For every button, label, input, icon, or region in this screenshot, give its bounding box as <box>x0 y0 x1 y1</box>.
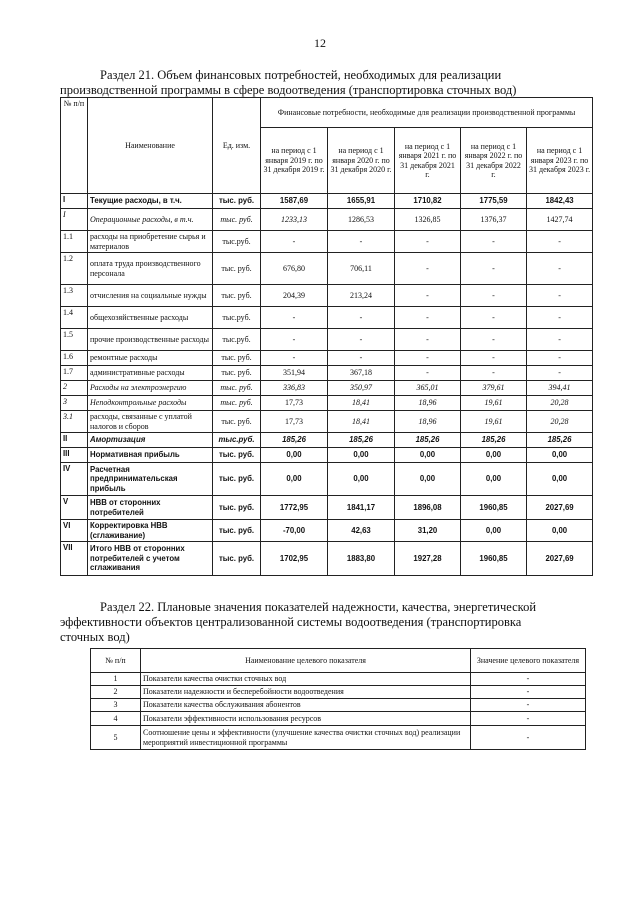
row-value: - <box>527 329 593 351</box>
table-row <box>91 673 586 686</box>
row-name: Расходы на электроэнергию <box>88 381 213 396</box>
row-value: - <box>471 673 586 686</box>
row-value: 1326,85 <box>395 209 461 231</box>
row-name: отчисления на социальные нужды <box>88 285 213 307</box>
table-row <box>61 351 593 366</box>
row-value: 0,00 <box>328 463 395 496</box>
row-value: - <box>527 351 593 366</box>
row-value: 185,26 <box>461 433 527 448</box>
row-value: 1896,08 <box>395 496 461 520</box>
row-num: V <box>61 496 88 520</box>
row-value: 19,61 <box>461 396 527 411</box>
row-num: 1.6 <box>61 351 88 366</box>
row-num: 3 <box>61 396 88 411</box>
row-name: Корректировка НВВ (сглаживание) <box>88 520 213 542</box>
row-value: 1710,82 <box>395 194 461 209</box>
row-unit: тыс. руб. <box>213 496 261 520</box>
row-unit: тыс. руб. <box>213 351 261 366</box>
section-22-title-line3: сточных вод) <box>60 630 130 644</box>
row-value: - <box>461 351 527 366</box>
row-value: 336,83 <box>261 381 328 396</box>
row-name: Итого НВВ от сторонних потребителей с учетом сглаживания <box>88 542 213 576</box>
header-financial-needs: Финансовые потребности, необходимые для реализации производственной программы <box>261 98 593 128</box>
row-value: 42,63 <box>328 520 395 542</box>
row-unit: тыс. руб. <box>213 396 261 411</box>
row-unit: тыс. руб. <box>213 411 261 433</box>
row-value: 365,01 <box>395 381 461 396</box>
row-value: 0,00 <box>328 448 395 463</box>
row-name: Текущие расходы, в т.ч. <box>88 194 213 209</box>
row-value: 706,11 <box>328 253 395 285</box>
row-unit: тыс. руб. <box>213 463 261 496</box>
row-name: Операционные расходы, в т.ч. <box>88 209 213 231</box>
table-row <box>61 381 593 396</box>
row-value: 1587,69 <box>261 194 328 209</box>
row-num: II <box>61 433 88 448</box>
row-num: 1.4 <box>61 307 88 329</box>
row-value: 676,80 <box>261 253 328 285</box>
row-value: - <box>471 699 586 712</box>
row-value: 1960,85 <box>461 496 527 520</box>
row-num: III <box>61 448 88 463</box>
row-name: Показатели эффективности использования ресурсов <box>141 712 471 726</box>
table-row <box>61 433 593 448</box>
row-value: - <box>395 231 461 253</box>
row-value: 1883,80 <box>328 542 395 576</box>
row-unit: тыс. руб. <box>213 209 261 231</box>
row-num: 1.7 <box>61 366 88 381</box>
section-22-title-line2: эффективности объектов централизованной системы водоотведения (транспортировка <box>60 615 522 629</box>
row-value: - <box>395 329 461 351</box>
row-value: - <box>527 366 593 381</box>
header-period: на период с 1 января 2020 г. по 31 декабря 2020 г. <box>328 128 395 194</box>
row-name: Нормативная прибыль <box>88 448 213 463</box>
row-value: - <box>471 726 586 750</box>
table-row <box>61 542 593 576</box>
row-value: - <box>461 231 527 253</box>
row-name: Показатели качества очистки сточных вод <box>141 673 471 686</box>
row-unit: тыс. руб. <box>213 285 261 307</box>
row-value: - <box>261 231 328 253</box>
row-value: 2027,69 <box>527 542 593 576</box>
row-value: 0,00 <box>261 463 328 496</box>
row-num: 3.1 <box>61 411 88 433</box>
row-value: 1702,95 <box>261 542 328 576</box>
row-num: I <box>61 209 88 231</box>
row-value: 19,61 <box>461 411 527 433</box>
page-number: 12 <box>314 36 326 50</box>
row-value: 0,00 <box>395 463 461 496</box>
header-indicator-name: Наименование целевого показателя <box>141 649 471 673</box>
row-value: 1376,37 <box>461 209 527 231</box>
row-unit: тыс.руб. <box>213 231 261 253</box>
row-num: 4 <box>91 712 141 726</box>
row-name: Амортизация <box>88 433 213 448</box>
header-unit: Ед. изм. <box>213 98 261 194</box>
section-22-title <box>60 600 594 645</box>
row-value: - <box>461 366 527 381</box>
table-row <box>61 496 593 520</box>
row-value: 0,00 <box>395 448 461 463</box>
row-name: общехозяйственные расходы <box>88 307 213 329</box>
row-num: 5 <box>91 726 141 750</box>
row-value: 367,18 <box>328 366 395 381</box>
row-unit: тыс. руб. <box>213 194 261 209</box>
row-name: расходы на приобретение сырья и материалов <box>88 231 213 253</box>
row-num: VII <box>61 542 88 576</box>
row-num: 1.1 <box>61 231 88 253</box>
row-num: I <box>61 194 88 209</box>
row-value: - <box>395 351 461 366</box>
row-num: VI <box>61 520 88 542</box>
table-row <box>61 285 593 307</box>
header-num: № п/п <box>61 98 88 194</box>
row-value: 1842,43 <box>527 194 593 209</box>
row-unit: тыс.руб. <box>213 329 261 351</box>
row-value: 185,26 <box>261 433 328 448</box>
section-21-title-line1: Раздел 21. Объем финансовых потребностей, необходимых для реализации <box>100 68 502 82</box>
row-value: 0,00 <box>261 448 328 463</box>
row-value: - <box>527 231 593 253</box>
header-name: Наименование <box>88 98 213 194</box>
table-row <box>61 307 593 329</box>
row-value: - <box>395 285 461 307</box>
row-value: - <box>527 285 593 307</box>
header-period: на период с 1 января 2021 г. по 31 декабря 2021 г. <box>395 128 461 194</box>
table-row <box>91 726 586 750</box>
row-value: - <box>328 231 395 253</box>
table-row <box>61 209 593 231</box>
row-num: 1.3 <box>61 285 88 307</box>
table-row <box>61 463 593 496</box>
row-num: IV <box>61 463 88 496</box>
row-value: 1655,91 <box>328 194 395 209</box>
row-name: Расчетная предпринимательская прибыль <box>88 463 213 496</box>
table-row <box>61 194 593 209</box>
row-value: 213,24 <box>328 285 395 307</box>
row-value: - <box>461 285 527 307</box>
row-unit: тыс.руб. <box>213 307 261 329</box>
table-row <box>61 396 593 411</box>
row-name: прочие производственные расходы <box>88 329 213 351</box>
row-value: - <box>395 307 461 329</box>
row-value: - <box>527 253 593 285</box>
row-unit: тыс.руб. <box>213 433 261 448</box>
row-value: - <box>261 329 328 351</box>
row-num: 1 <box>91 673 141 686</box>
row-value: - <box>471 712 586 726</box>
table-row <box>91 686 586 699</box>
row-value: 18,41 <box>328 411 395 433</box>
table-row <box>61 329 593 351</box>
row-name: ремонтные расходы <box>88 351 213 366</box>
row-value: 350,97 <box>328 381 395 396</box>
row-value: -70,00 <box>261 520 328 542</box>
row-value: 0,00 <box>461 463 527 496</box>
row-name: административные расходы <box>88 366 213 381</box>
row-value: - <box>471 686 586 699</box>
row-num: 1.5 <box>61 329 88 351</box>
row-value: 18,96 <box>395 411 461 433</box>
row-value: 17,73 <box>261 396 328 411</box>
section-22-title-line1: Раздел 22. Плановые значения показателей надежности, качества, энергетической <box>100 600 537 614</box>
row-value: 2027,69 <box>527 496 593 520</box>
row-value: - <box>461 329 527 351</box>
row-value: - <box>261 351 328 366</box>
table-row <box>61 411 593 433</box>
row-value: 1286,53 <box>328 209 395 231</box>
row-num: 2 <box>61 381 88 396</box>
row-value: 185,26 <box>395 433 461 448</box>
header-indicator-value: Значение целевого показателя <box>471 649 586 673</box>
target-indicators-table <box>90 648 586 750</box>
row-value: 1841,17 <box>328 496 395 520</box>
row-name: оплата труда производственного персонала <box>88 253 213 285</box>
row-value: 18,96 <box>395 396 461 411</box>
row-name: Показатели надежности и бесперебойности водоотведения <box>141 686 471 699</box>
row-value: 394,41 <box>527 381 593 396</box>
row-unit: тыс. руб. <box>213 542 261 576</box>
header-period: на период с 1 января 2023 г. по 31 декабря 2023 г. <box>527 128 593 194</box>
row-name: Неподконтрольные расходы <box>88 396 213 411</box>
row-value: - <box>395 366 461 381</box>
row-value: 20,28 <box>527 411 593 433</box>
row-num: 1.2 <box>61 253 88 285</box>
row-value: 204,39 <box>261 285 328 307</box>
row-value: 1772,95 <box>261 496 328 520</box>
row-num: 2 <box>91 686 141 699</box>
financial-needs-table <box>60 97 593 576</box>
row-unit: тыс. руб. <box>213 366 261 381</box>
table-row <box>61 366 593 381</box>
table-row <box>91 712 586 726</box>
row-value: - <box>328 307 395 329</box>
row-name: Показатели качества обслуживания абонентов <box>141 699 471 712</box>
row-value: - <box>328 351 395 366</box>
row-num: 3 <box>91 699 141 712</box>
row-value: 0,00 <box>527 520 593 542</box>
row-name: расходы, связанные с уплатой налогов и сборов <box>88 411 213 433</box>
row-unit: тыс. руб. <box>213 520 261 542</box>
row-value: 0,00 <box>461 448 527 463</box>
row-value: - <box>261 307 328 329</box>
row-unit: тыс. руб. <box>213 253 261 285</box>
row-value: 18,41 <box>328 396 395 411</box>
table-row <box>61 231 593 253</box>
row-value: 1927,28 <box>395 542 461 576</box>
row-unit: тыс. руб. <box>213 448 261 463</box>
row-value: 0,00 <box>461 520 527 542</box>
row-value: 185,26 <box>328 433 395 448</box>
row-value: - <box>461 307 527 329</box>
table-row <box>61 520 593 542</box>
row-value: - <box>527 307 593 329</box>
table-row <box>61 253 593 285</box>
row-value: 17,73 <box>261 411 328 433</box>
header-num: № п/п <box>91 649 141 673</box>
row-value: 1775,59 <box>461 194 527 209</box>
row-value: 0,00 <box>527 463 593 496</box>
row-value: 1427,74 <box>527 209 593 231</box>
row-value: 31,20 <box>395 520 461 542</box>
row-value: 351,94 <box>261 366 328 381</box>
row-value: 379,61 <box>461 381 527 396</box>
header-period: на период с 1 января 2019 г. по 31 декабря 2019 г. <box>261 128 328 194</box>
row-unit: тыс. руб. <box>213 381 261 396</box>
row-value: 1233,13 <box>261 209 328 231</box>
row-name: Соотношение цены и эффективности (улучшение качества очистки сточных вод) реализации мероприятий инвестиционной программы <box>141 726 471 750</box>
row-value: 20,28 <box>527 396 593 411</box>
table-row <box>61 448 593 463</box>
row-value: 185,26 <box>527 433 593 448</box>
row-value: - <box>395 253 461 285</box>
table-row <box>91 699 586 712</box>
header-period: на период с 1 января 2022 г. по 31 декабря 2022 г. <box>461 128 527 194</box>
row-value: 1960,85 <box>461 542 527 576</box>
row-value: 0,00 <box>527 448 593 463</box>
row-value: - <box>328 329 395 351</box>
section-21-title-line2: производственной программы в сфере водоотведения (транспортировка сточных вод) <box>60 83 517 97</box>
row-value: - <box>461 253 527 285</box>
section-21-title <box>60 68 594 98</box>
row-name: НВВ от сторонних потребителей <box>88 496 213 520</box>
